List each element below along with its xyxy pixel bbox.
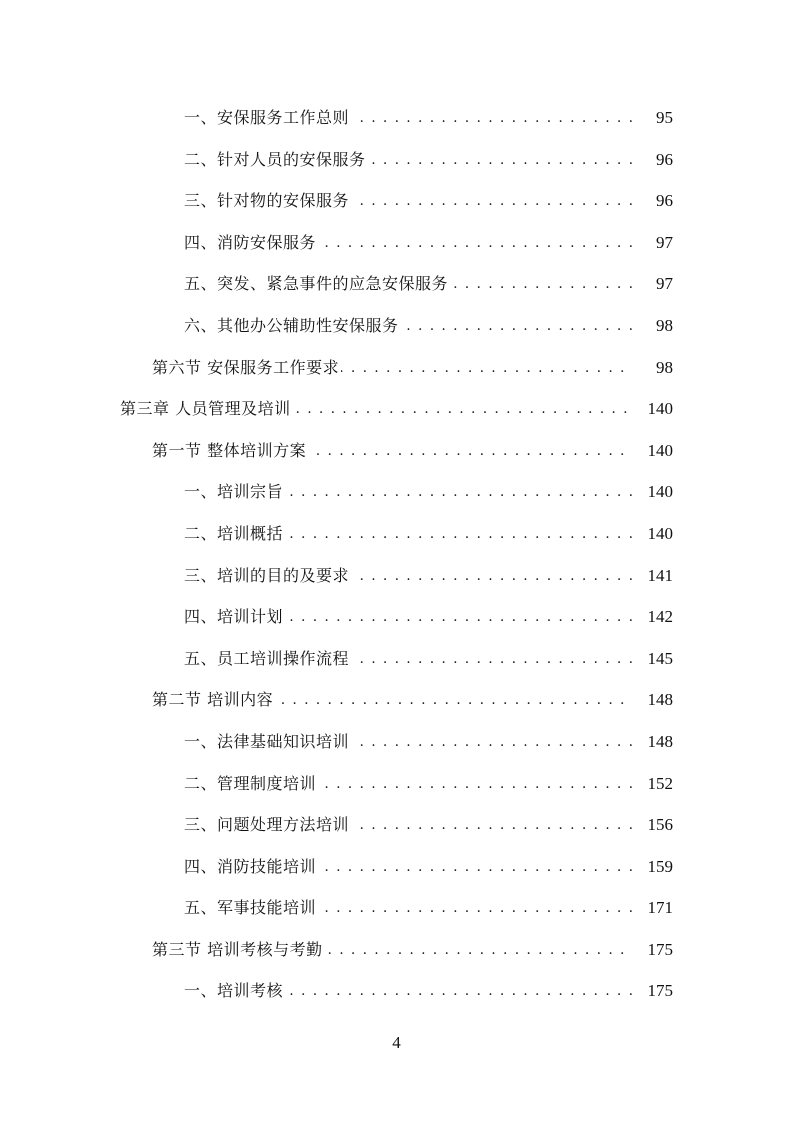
toc-entry-page: 148 xyxy=(633,732,673,752)
toc-entry[interactable] xyxy=(0,138,793,180)
toc-entry[interactable] xyxy=(0,512,793,554)
toc-entry[interactable] xyxy=(0,387,793,429)
toc-entry-title: 三、针对物的安保服务 xyxy=(184,191,350,211)
toc-entry-title: 四、消防安保服务 xyxy=(184,232,317,252)
toc-entry[interactable] xyxy=(0,595,793,637)
toc-entry-title: 五、军事技能培训 xyxy=(184,898,317,918)
toc-entry-title: 第三章 人员管理及培训 xyxy=(120,399,291,419)
toc-entry-title: 第三节 培训考核与考勤 xyxy=(152,939,323,959)
toc-entry-title: 四、培训计划 xyxy=(184,607,284,627)
toc-entry-page: 141 xyxy=(633,566,673,586)
toc-entry-title: 五、员工培训操作流程 xyxy=(184,648,350,668)
toc-entry[interactable] xyxy=(0,762,793,804)
toc-entry[interactable] xyxy=(0,845,793,887)
toc-entry-title: 三、培训的目的及要求 xyxy=(184,565,350,585)
toc-entry-title: 一、法律基础知识培训 xyxy=(184,731,350,751)
toc-entry[interactable] xyxy=(0,96,793,138)
toc-entry-page: 159 xyxy=(633,857,673,877)
toc-entry-title: 六、其他办公辅助性安保服务 xyxy=(184,315,399,335)
toc-entry-page: 145 xyxy=(633,649,673,669)
toc-entry[interactable] xyxy=(0,221,793,263)
toc-entry[interactable] xyxy=(0,886,793,928)
toc-entry-title: 三、问题处理方法培训 xyxy=(184,815,350,835)
toc-entry[interactable] xyxy=(0,637,793,679)
toc-entry-title: 二、培训概括 xyxy=(184,523,284,543)
toc-entry-page: 152 xyxy=(633,774,673,794)
toc-entry[interactable] xyxy=(0,470,793,512)
toc-entry[interactable] xyxy=(0,678,793,720)
toc-entry-title: 二、管理制度培训 xyxy=(184,773,317,793)
toc-entry-page: 140 xyxy=(633,399,673,419)
toc-entry-title: 第一节 整体培训方案 xyxy=(152,440,307,460)
toc-entry-title: 二、针对人员的安保服务 xyxy=(184,149,366,169)
toc-entry[interactable] xyxy=(0,928,793,970)
toc-entry[interactable] xyxy=(0,429,793,471)
toc-entry-page: 142 xyxy=(633,607,673,627)
toc-entry-title: 一、培训考核 xyxy=(184,981,284,1001)
table-of-contents xyxy=(0,96,793,1011)
toc-entry-page: 98 xyxy=(633,358,673,378)
page-number: 4 xyxy=(392,1033,401,1052)
toc-entry[interactable] xyxy=(0,554,793,596)
toc-entry-page: 175 xyxy=(633,981,673,1001)
toc-entry[interactable] xyxy=(0,803,793,845)
toc-entry[interactable] xyxy=(0,346,793,388)
toc-entry-page: 140 xyxy=(633,482,673,502)
toc-entry[interactable] xyxy=(0,262,793,304)
toc-entry[interactable] xyxy=(0,179,793,221)
toc-entry-title: 第六节 安保服务工作要求 xyxy=(152,357,340,377)
toc-entry-page: 97 xyxy=(633,274,673,294)
toc-entry-page: 96 xyxy=(633,191,673,211)
toc-entry-title: 一、安保服务工作总则 xyxy=(184,108,350,127)
toc-entry-page: 97 xyxy=(633,233,673,253)
toc-entry-page: 175 xyxy=(633,940,673,960)
toc-entry[interactable] xyxy=(0,304,793,346)
toc-entry-page: 95 xyxy=(633,108,673,128)
toc-entry[interactable] xyxy=(0,720,793,762)
toc-entry[interactable] xyxy=(0,969,793,1011)
toc-entry-page: 148 xyxy=(633,690,673,710)
toc-entry-title: 四、消防技能培训 xyxy=(184,856,317,876)
toc-entry-page: 156 xyxy=(633,815,673,835)
toc-entry-page: 140 xyxy=(633,441,673,461)
toc-entry-title: 一、培训宗旨 xyxy=(184,482,284,502)
toc-entry-page: 98 xyxy=(633,316,673,336)
toc-entry-page: 140 xyxy=(633,524,673,544)
toc-entry-page: 171 xyxy=(633,898,673,918)
toc-entry-title: 五、突发、紧急事件的应急安保服务 xyxy=(184,274,449,294)
toc-entry-title: 第二节 培训内容 xyxy=(152,690,274,710)
toc-entry-page: 96 xyxy=(633,150,673,170)
